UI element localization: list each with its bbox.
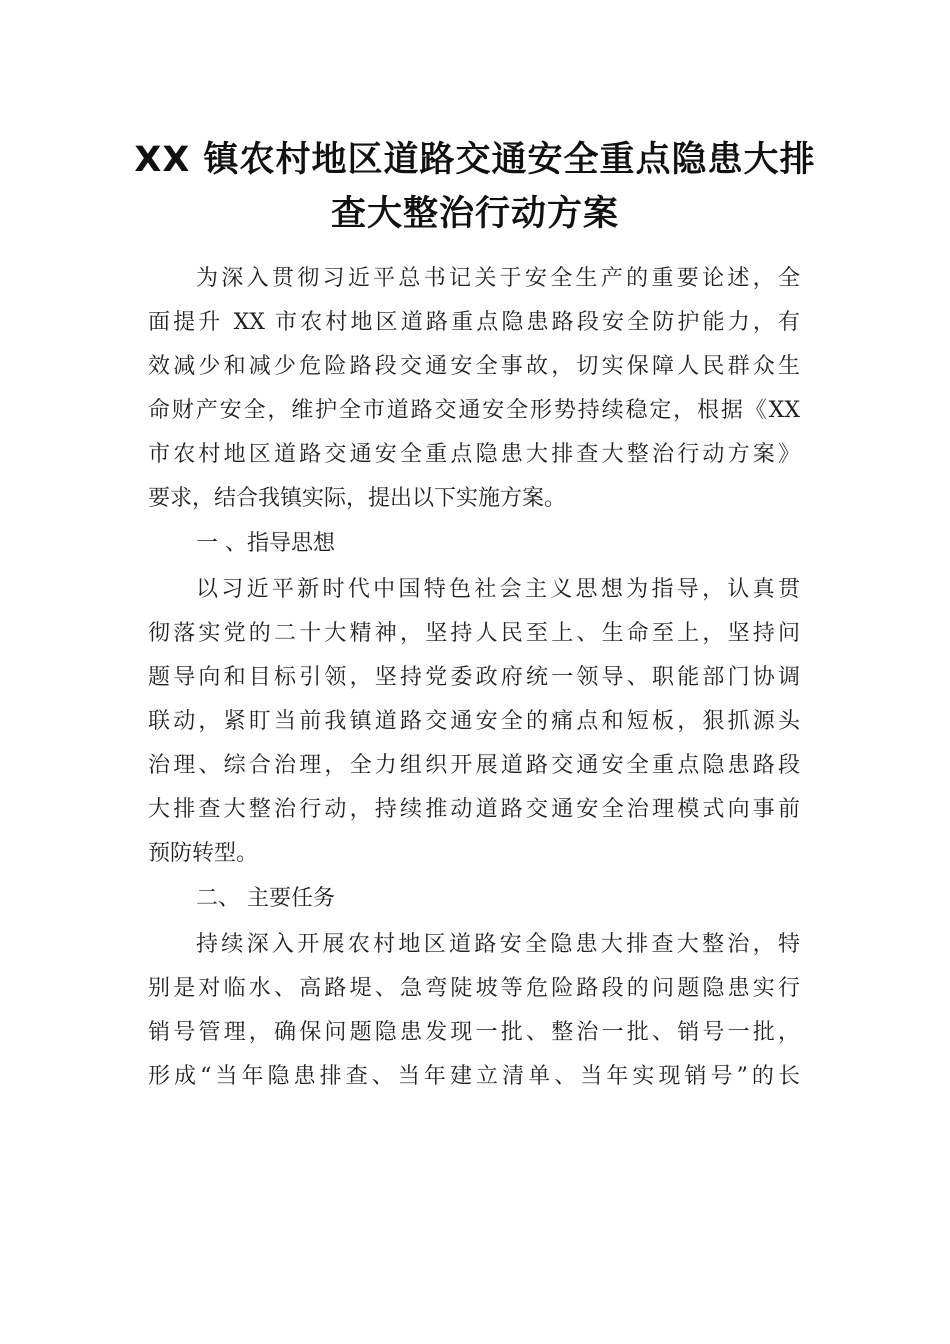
paragraph-2-line-7: 预防转型。 xyxy=(148,841,259,866)
paragraph-2-line-4: 联动，紧盯当前我镇道路交通安全的痛点和短板，狠抓源头 xyxy=(148,709,800,734)
paragraph-1-line-2: 面提升 XX 市农村地区道路重点隐患路段安全防护能力，有 xyxy=(148,310,800,335)
paragraph-2-line-1: 以习近平新时代中国特色社会主义思想为指导，认真贯 xyxy=(196,577,800,602)
paragraph-3-line-4: 形成“当年隐患排查、当年建立清单、当年实现销号”的长 xyxy=(148,1064,800,1089)
paragraph-1-line-3: 效减少和减少危险路段交通安全事故，切实保障人民群众生 xyxy=(148,354,800,379)
paragraph-1-line-1: 为深入贯彻习近平总书记关于安全生产的重要论述，全 xyxy=(196,266,800,291)
document-title-line-1: XX 镇农村地区道路交通安全重点隐患大排 xyxy=(134,140,816,180)
section-heading-1: 一 、指导思想 xyxy=(196,531,335,556)
paragraph-1-line-4: 命财产安全，维护全市道路交通安全形势持续稳定，根据《XX xyxy=(148,398,800,423)
paragraph-2-line-6: 大排查大整治行动，持续推动道路交通安全治理模式向事前 xyxy=(148,797,800,822)
paragraph-1-line-5: 市农村地区道路交通安全重点隐患大排查大整治行动方案》 xyxy=(148,442,800,467)
paragraph-1-line-6: 要求，结合我镇实际，提出以下实施方案。 xyxy=(148,486,567,511)
paragraph-3-line-3: 销号管理，确保问题隐患发现一批、整治一批、销号一批， xyxy=(148,1020,800,1045)
section-heading-2: 二、 主要任务 xyxy=(196,886,335,911)
paragraph-3-line-1: 持续深入开展农村地区道路安全隐患大排查大整治，特 xyxy=(196,932,800,957)
document-title-line-2: 查大整治行动方案 xyxy=(330,194,619,234)
paragraph-2-line-5: 治理、综合治理，全力组织开展道路交通安全重点隐患路段 xyxy=(148,753,800,778)
paragraph-2-line-2: 彻落实党的二十大精神，坚持人民至上、生命至上，坚持问 xyxy=(148,621,800,646)
paragraph-3-line-2: 别是对临水、高路堤、急弯陡坡等危险路段的问题隐患实行 xyxy=(148,976,800,1001)
paragraph-2-line-3: 题导向和目标引领，坚持党委政府统一领导、职能部门协调 xyxy=(148,665,800,690)
